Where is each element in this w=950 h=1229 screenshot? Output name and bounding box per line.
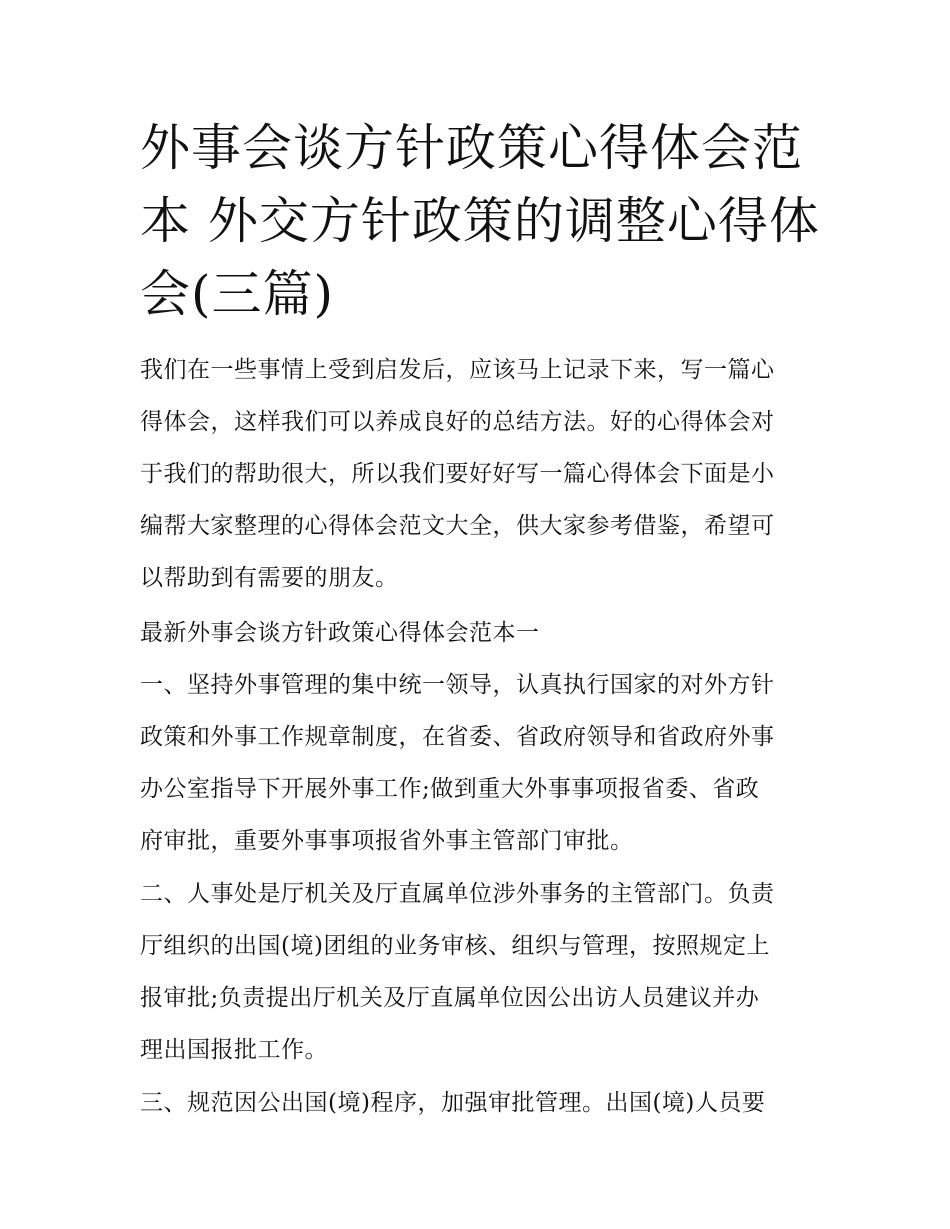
body-line: 府审批，重要外事事项报省外事主管部门审批。: [140, 828, 634, 854]
body-line: 办公室指导下开展外事工作;做到重大外事事项报省委、省政: [140, 776, 760, 802]
title-line: 本 外交方针政策的调整心得体: [140, 192, 820, 250]
title-line: 会(三篇): [140, 265, 335, 323]
section-heading: 最新外事会谈方针政策心得体会范本一: [140, 620, 540, 646]
body-line: 以帮助到有需要的朋友。: [140, 565, 399, 591]
body-line: 得体会，这样我们可以养成良好的总结方法。好的心得体会对: [140, 409, 775, 435]
body-line: 编帮大家整理的心得体会范文大全，供大家参考借鉴，希望可: [140, 513, 775, 539]
body-line: 三、规范因公出国(境)程序，加强审批管理。出国(境)人员要: [140, 1090, 766, 1116]
body-line: 一、坚持外事管理的集中统一领导，认真执行国家的对外方针: [140, 672, 775, 698]
body-line: 报审批;负责提出厅机关及厅直属单位因公出访人员建议并办: [140, 985, 760, 1011]
body-line: 于我们的帮助很大，所以我们要好好写一篇心得体会下面是小: [140, 461, 775, 487]
document-title: [140, 112, 820, 331]
title-line: 外事会谈方针政策心得体会范: [140, 119, 803, 177]
body-line: 二、人事处是厅机关及厅直属单位涉外事务的主管部门。负责: [140, 881, 775, 907]
body-line: 我们在一些事情上受到启发后，应该马上记录下来，写一篇心: [140, 357, 775, 383]
body-line: 厅组织的出国(境)团组的业务审核、组织与管理，按照规定上: [140, 933, 770, 959]
body-line: 理出国报批工作。: [140, 1037, 328, 1063]
body-line: 政策和外事工作规章制度，在省委、省政府领导和省政府外事: [140, 724, 775, 750]
